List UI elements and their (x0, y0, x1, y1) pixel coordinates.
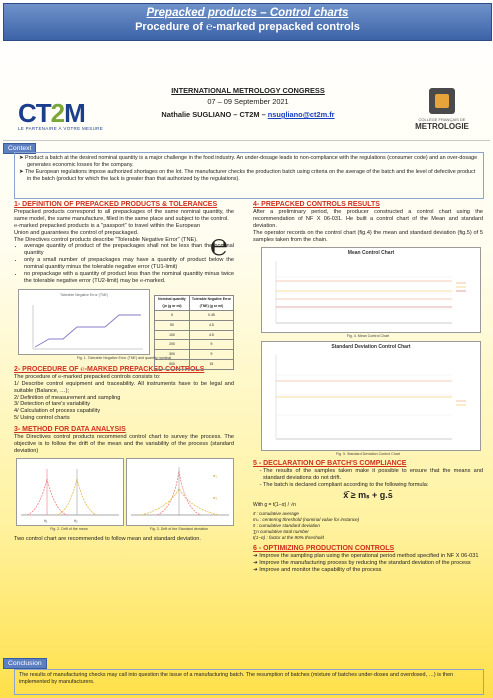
drift-sd-svg (127, 459, 233, 525)
figure-2-caption: Fig. 2. Drift of the mean (50, 526, 88, 531)
conclusion-text: The results of manufacturing checks may call into question the issue of a manufacturing batch. The resumption of batches (mixture of batches under-doses and overdosed, …) is then implemented by manufacturers. (19, 672, 454, 685)
compliance-formula: x̄̄ ≥ mₛ + g.s̄ (343, 490, 393, 501)
section4-p1: After a preliminary period, the producer constructed a control chart using the recommendation of NF X 06-031. He built a control chart of the Mean and standard deviation. (253, 208, 483, 229)
section5-bullet-1: - The results of the samples taken make it possible to ensure that the means and standard deviations do not drift. (263, 468, 483, 482)
section5-bullets (253, 468, 483, 489)
ct2m-tagline: LE PARTENAIRE À VOTRE MESURE (18, 126, 104, 131)
definition-3: s̄ : cumulative standard deviation (253, 522, 320, 528)
figure-4-caption: Fig. 4. Mean Control Chart (346, 334, 390, 339)
section6-title: 6 - OPTIMIZING PRODUCTION CONTROLS (253, 544, 395, 552)
conclusion-box (14, 669, 484, 695)
congress-info (148, 86, 348, 119)
figures-2-3 (14, 458, 234, 536)
table-row: 50 4.5 (155, 320, 234, 330)
section6-bullet-3: ➔ Improve and monitor the capability of the process (253, 566, 382, 573)
poster-subtitle: Procedure of ℮-marked prepacked controls (135, 21, 360, 33)
figure-5-caption: Fig. 5. Standard Deviation Control Chart (336, 452, 400, 457)
table-row: 500 15 (155, 360, 234, 370)
poster-title: Prepacked products – Control charts (146, 7, 349, 19)
table-row: 200 9 (155, 340, 234, 350)
congress-name: INTERNATIONAL METROLOGY CONGRESS (171, 86, 325, 95)
sd-chart-title: Standard Deviation Control Chart (331, 344, 411, 351)
definition-4: ∑n cumulative total number (253, 528, 309, 534)
tne-chart-svg (19, 299, 149, 355)
context-box (14, 152, 484, 199)
svg-text:x̄₂: x̄₂ (74, 517, 78, 523)
section1-p1: Prepacked products correspond to all prepackages of the same nominal quantity, the same model, the same manufacture, filled in the same place and subject to the control. (14, 208, 234, 222)
svg-text:σ₁: σ₁ (213, 472, 217, 478)
author-email-link[interactable]: nsugliano@ct2m.fr (267, 110, 335, 119)
figure-4 (253, 247, 483, 339)
context-item-2: ➤ The European regulations impose authorized shortages on the lot. The manufacturer checks the production batch using criteria on the average of the batch and the level of defective product in the batch (product for which the lack is greater than that authorized by the regulations). (19, 169, 476, 183)
tne-table-header-1: Nominal quantity Qn (g or ml) (155, 295, 190, 310)
section2-step-1: 1/ Describe control equipment and traceability. All instruments have to be legal and suitable (Balance, …); (14, 380, 234, 394)
definition-2: mₛ : centering threshold (nominal value for instance) (253, 516, 360, 522)
section2-step-4: 4/ Calculation of process capability (14, 408, 101, 415)
section1-p2: ℮-marked prepacked products is a "passport" to travel within the European Union and guarantees the control of prepackaged. (14, 222, 200, 236)
cfm-logo-small-text: COLLÈGE FRANÇAIS DE (418, 117, 466, 122)
section6-bullet-2: ➔ Improve the manufacturing process by reducing the standard deviation of the process (253, 559, 471, 566)
figure-3-caption: Fig. 3. Drift of the Standard deviation (149, 526, 209, 531)
section3-p2: Two control chart are recommended to follow mean and standard deviation. (14, 535, 201, 542)
section1-bullet-3: • no prepackage with a quantity of product less than the nominal quantity minus twice the tolerable negative error (TU2-limit) may be ℮-marked. (24, 271, 234, 285)
formula-with: With g = t(1−α) / √n (253, 501, 296, 508)
section3-title: 3- METHOD FOR DATA ANALYSIS (14, 426, 126, 434)
drift-mean-figure (16, 458, 124, 526)
svg-text:σ₂: σ₂ (213, 494, 218, 500)
cfm-logo-icon (429, 88, 455, 114)
e-mark-icon: ℮ (209, 228, 228, 262)
left-column (14, 202, 234, 543)
table-row: 300 9 (155, 350, 234, 360)
section2-step-2: 2/ Definition of measurement and sampling (14, 394, 121, 401)
ct2m-logo (18, 100, 108, 142)
right-column (253, 202, 483, 574)
mean-control-chart (261, 247, 481, 333)
section4-title: 4- PREPACKED CONTROLS RESULTS (253, 201, 380, 208)
section1-p3: The Directives control products describe "Tolerable Negative Error" (TNE). (14, 236, 198, 243)
context-item-1: ➤ Product a batch at the desired nominal quantity is a major challenge in the food industry. An under-dosage leads to non-compliance with the regulations (consumer code) and an over-dosage generates economic losses for the company. (19, 155, 478, 168)
section2-step-5: 5/ Using control charts (14, 415, 70, 422)
sd-control-chart (261, 341, 481, 451)
section2-title: 2- PROCEDURE OF ℮-MARKED PREPACKED CONTROLS (14, 365, 205, 373)
figure-5 (253, 341, 483, 459)
table-row: 100 4.5 (155, 330, 234, 340)
svg-text:x̄₁: x̄₁ (44, 517, 48, 523)
section3-p1: The Directives control products recommend control chart to survey the process. The objective is to follow the drift of the mean and the variability of the process (standard deviation) (14, 434, 234, 454)
section4-p2: The operator records on the control chart (fig.4) the mean and standard deviation (fig.5) of 5 samples taken from the chain. (253, 229, 483, 243)
conclusion-label: Conclusion (3, 658, 47, 669)
section5-bullet-2: - The batch is declared compliant according to the following formula: (263, 482, 483, 489)
section2-intro: The procedure of ℮-marked prepacked controls consists to: (14, 373, 161, 380)
figure-1 (14, 289, 234, 367)
table-row: 5 0.45 (155, 310, 234, 320)
section1-body (14, 209, 234, 285)
section6-bullet-1: ➔ Improve the sampling plan using the operational period method specified in NF X 06-031 (253, 552, 479, 559)
sd-chart-svg (262, 351, 480, 449)
author-name: Nathalie SUGLIANO – CT2M – (161, 110, 268, 119)
context-label: Context (3, 143, 36, 154)
tne-chart (18, 289, 150, 355)
poster-header (3, 3, 492, 41)
mean-chart-svg (262, 257, 480, 331)
drift-sd-figure (126, 458, 234, 526)
section1-bullet-2: • only a small number of prepackages may have a quantity of product below the nominal quantity minus the tolerable negative error (TU1-limit) (24, 257, 234, 271)
section1-bullet-1: • average quantity of product of the prepackages shall not be less than the nominal quantity (24, 243, 234, 257)
mean-chart-title: Mean Control Chart (347, 250, 395, 257)
section2-step-3: 3/ Detection of tare's variability (14, 401, 90, 408)
ct2m-logo-text: CT2M (18, 98, 85, 128)
figure-1-caption: Fig. 1. Tolerable Negative Error (TNE) and quantity nominal (76, 355, 172, 360)
tne-chart-title: Tolerable Negative Error (TNE) (59, 292, 109, 297)
definition-5: t(1−α) : factor at the 90% threshold (253, 534, 324, 540)
section1-title: 1- DEFINITION OF PREPACKED PRODUCTS & TOLERANCES (14, 201, 218, 208)
cfm-logo-main-text: METROLOGIE (415, 122, 469, 131)
section5-title: 5 - DECLARATION OF BATCH'S COMPLIANCE (253, 460, 407, 468)
congress-author (148, 110, 348, 119)
header-divider (3, 140, 490, 141)
formula-definitions (253, 511, 483, 541)
section1-bullets (14, 243, 234, 284)
congress-dates: 07 – 09 September 2021 (207, 97, 289, 106)
drift-mean-svg (17, 459, 123, 525)
definition-1: x̄̄ : cumulative average (253, 510, 299, 516)
tne-table-header-2: Tolerable Negative Error (TNE) (g or ml) (189, 295, 233, 310)
